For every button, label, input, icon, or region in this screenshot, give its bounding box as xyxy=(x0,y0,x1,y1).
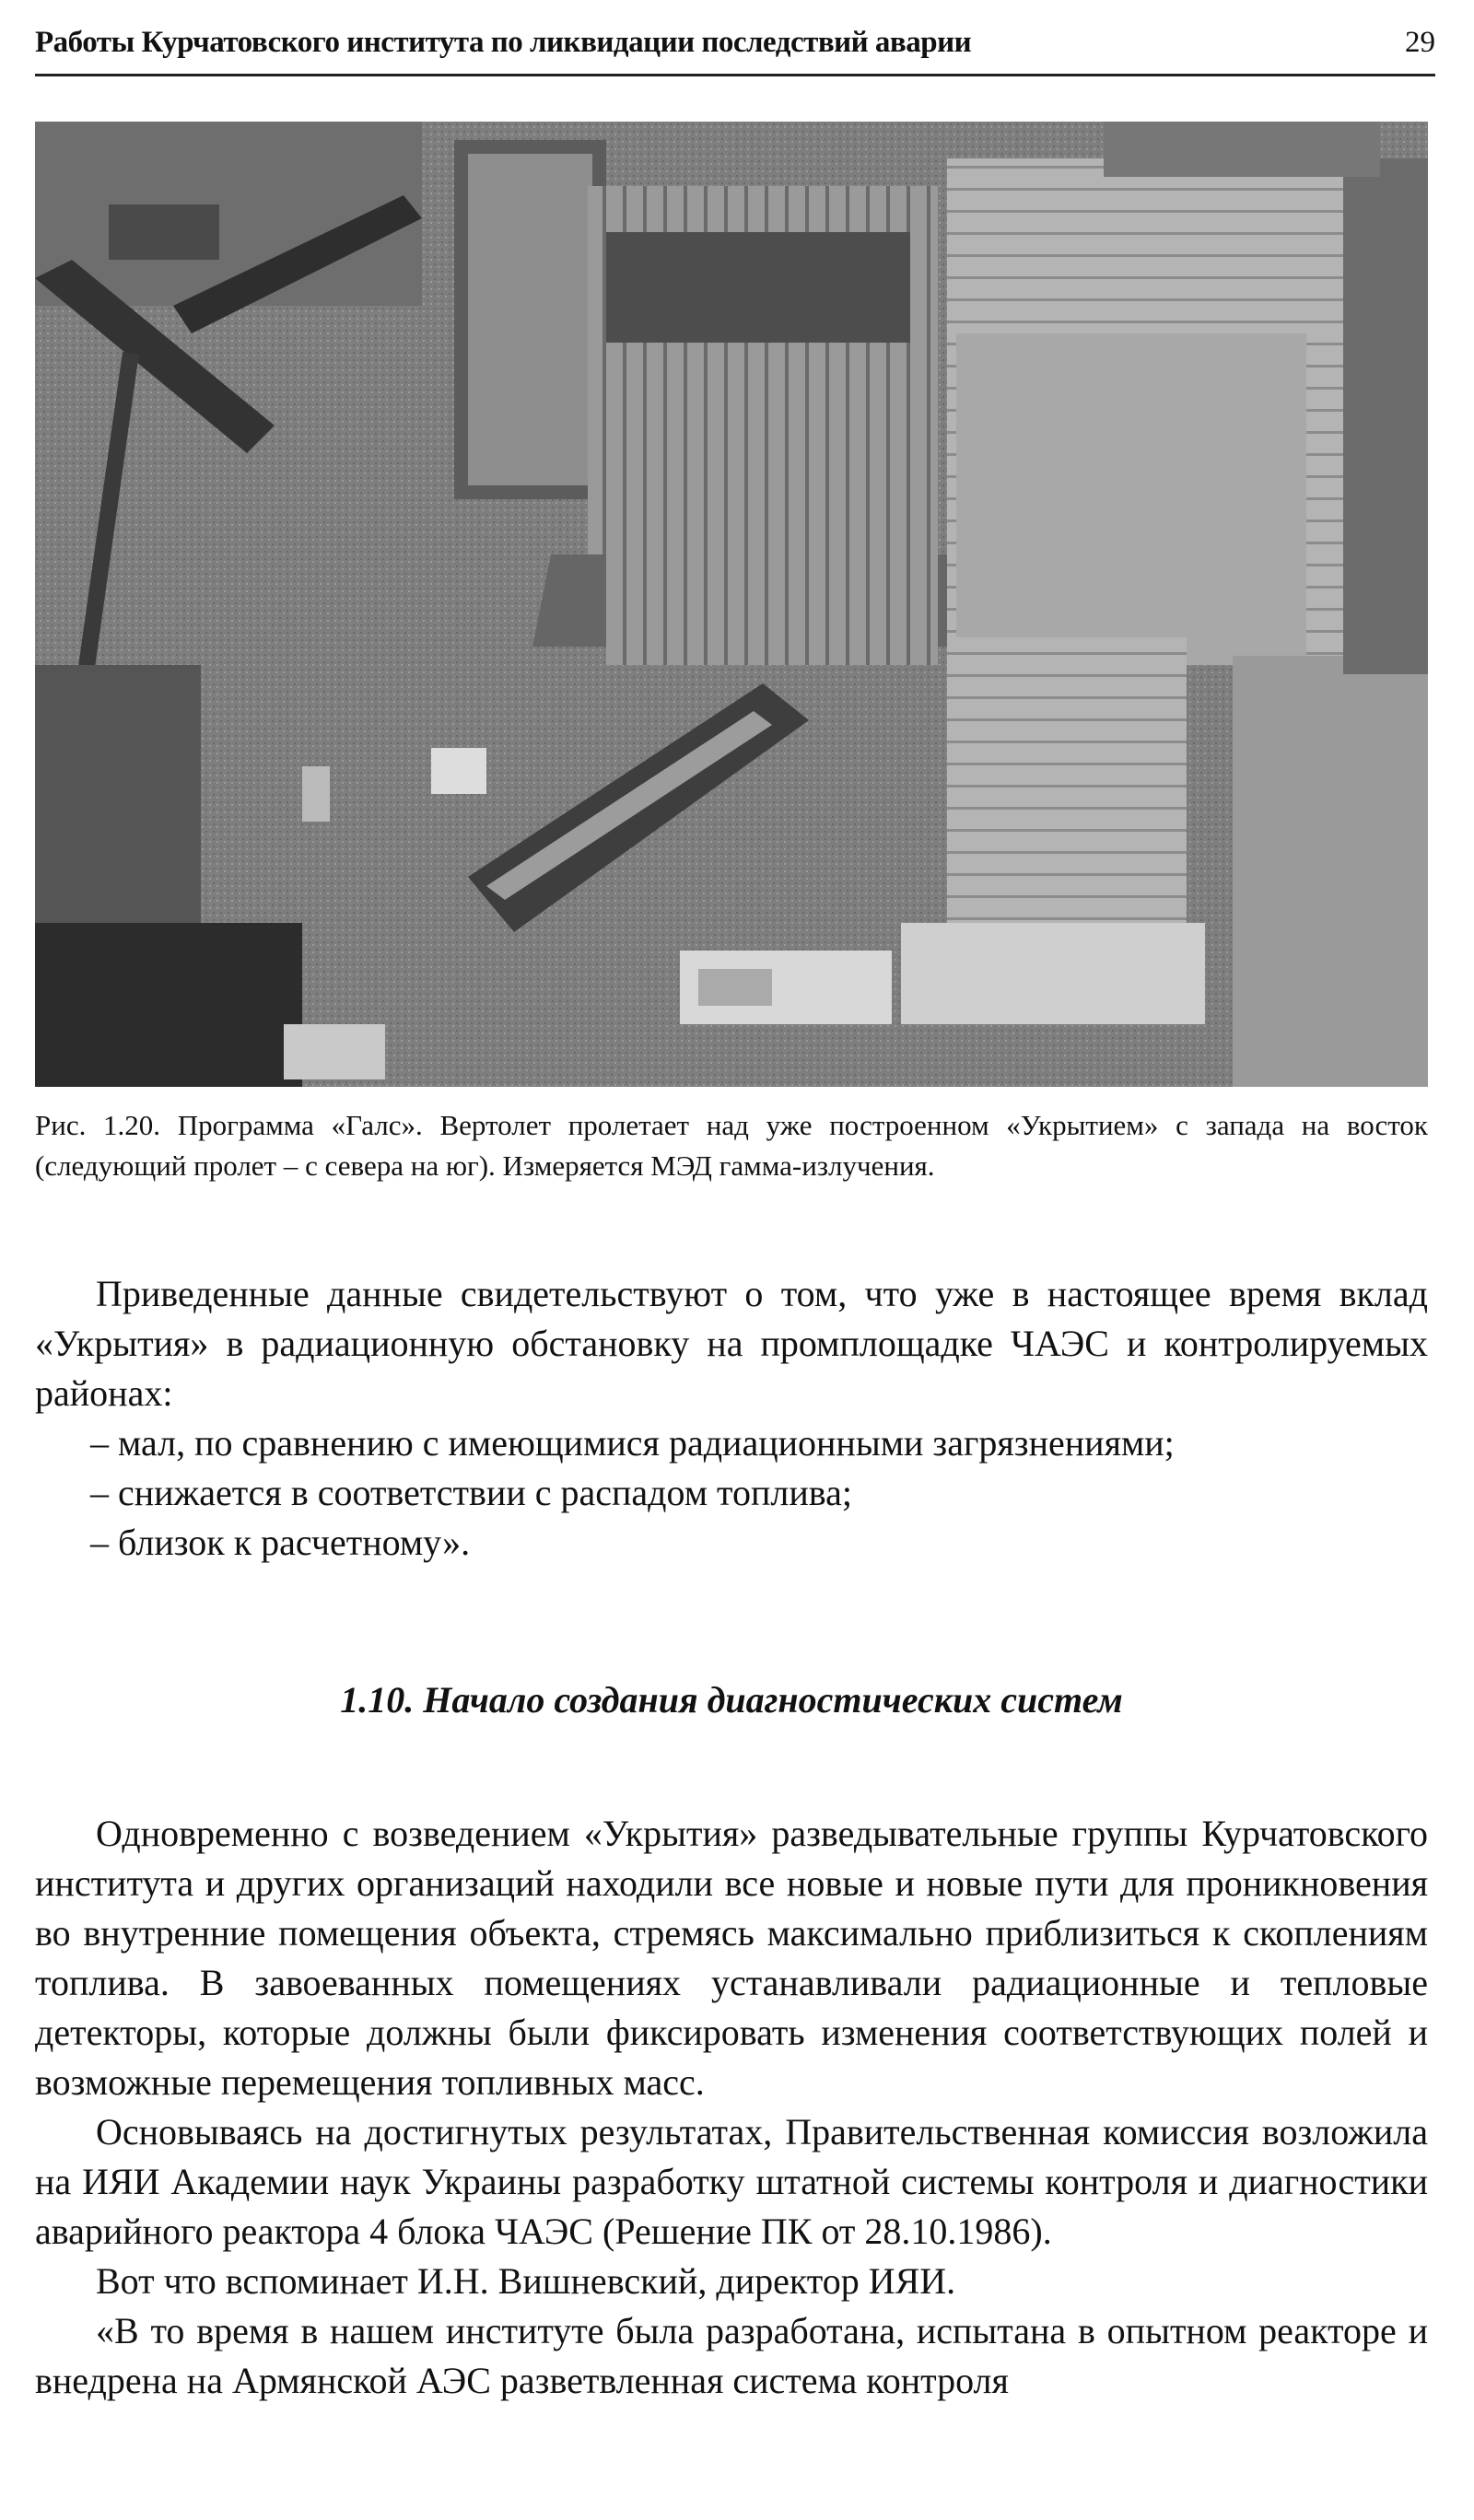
paragraph: Одновременно с возведением «Укрытия» разведывательные группы Курчатовского института и других организаций находили все новые и новые пути для проникновения во внутренние помещения объекта, стремясь максимально приблизиться к скоплениям топлива. В завоеванных помещениях устанавливали радиационные и тепловые детекторы, которые должны были фиксировать изменения соответствующих полей и возможные перемещения топливных масс. xyxy=(35,1813,1428,2103)
page-number: 29 xyxy=(1405,26,1435,59)
paragraph: Основываясь на достигнутых результатах, Правительственная комиссия возложила на ИЯИ Академии наук Украины разработку штатной системы контроля и диагностики аварийного реактора 4 блока ЧАЭС (Решение ПК от 28.10.1986). xyxy=(35,2111,1428,2252)
running-header xyxy=(35,26,1435,76)
list-item: – близок к расчетному». xyxy=(90,1522,471,1563)
paragraph: «В то время в нашем институте была разработана, испытана в опытном реакторе и внедрена на Армянской АЭС разветвленная система контроля xyxy=(35,2310,1428,2401)
list-item: – снижается в соответствии с распадом топлива; xyxy=(90,1472,853,1513)
figure-caption: Рис. 1.20. Программа «Галс». Вертолет пролетает над уже построенном «Укрытием» с запада на восток (следующий пролет – с севера на юг). Измеряется МЭД гамма-излучения. xyxy=(35,1109,1428,1182)
aerial-photo-sarcophagus xyxy=(35,122,1428,1087)
text-block-intro xyxy=(35,1269,1428,1568)
paragraph: Вот что вспоминает И.Н. Вишневский, директор ИЯИ. xyxy=(96,2260,956,2302)
header-title: Работы Курчатовского института по ликвидации последствий аварии xyxy=(35,26,972,59)
section-heading: 1.10. Начало создания диагностических систем xyxy=(340,1679,1123,1721)
paragraph: Приведенные данные свидетельствуют о том, что уже в настоящее время вклад «Укрытия» в радиационную обстановку на промплощадке ЧАЭС и контролируемых районах: xyxy=(35,1273,1428,1414)
text-block-section xyxy=(35,1809,1428,2406)
list-item: – мал, по сравнению с имеющимися радиационными загрязнениями; xyxy=(90,1422,1175,1464)
